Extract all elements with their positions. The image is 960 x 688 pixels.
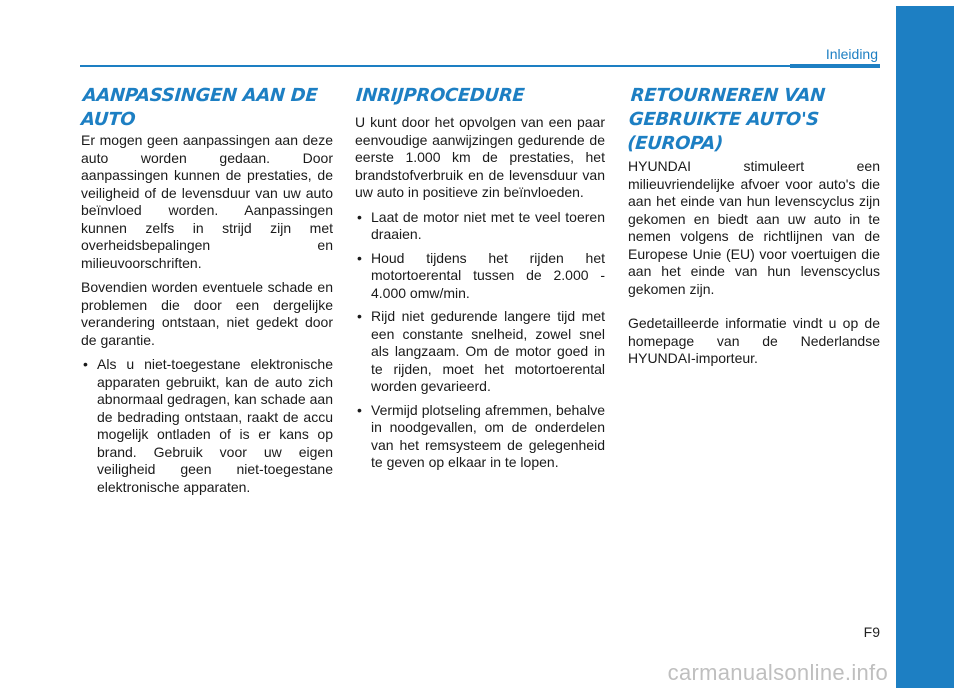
page-number: F9 — [863, 624, 880, 640]
paragraph: Gedetailleerde informatie vindt u op de homepage van de Nederlandse HYUNDAI-importeur. — [628, 315, 880, 366]
column-retourneren — [628, 158, 880, 375]
list-item-text: Als u niet-toegestane elektronische apparaten gebruikt, kan de auto zich abnormaal gedragen, kan schade aan de bedrading ontstaan, raakt de accu mogelijk ontladen of is er kans op brand. Gebruik voor uw eigen veiligheid geen niet-toegestane elektronische apparaten. — [97, 356, 333, 495]
paragraph: Er mogen geen aanpassingen aan deze auto worden gedaan. Door aanpassingen kunnen de prestaties, de veiligheid of de levensduur van uw auto beïnvloed worden. Aanpassingen kunnen zelfs in strijd zijn met overheidsbepalingen en milieuvoorschriften. — [81, 132, 333, 271]
watermark: carmanualsonline.info — [667, 660, 888, 685]
bullet-icon: • — [357, 208, 362, 225]
list-item — [355, 308, 605, 396]
column-aanpassingen — [81, 132, 333, 502]
header-rule — [80, 65, 880, 67]
list-item — [355, 209, 605, 244]
list-item-text: Houd tijdens het rijden het motortoerental tussen de 2.000 - 4.000 omw/min. — [371, 249, 605, 301]
side-tab-bar — [896, 6, 954, 688]
list-item — [355, 250, 605, 303]
paragraph: U kunt door het opvolgen van een paar eenvoudige aanwijzingen gedurende de eerste 1.000 km de prestaties, het brandstofverbruik en de levensduur van uw auto in positieve zin beïnvloeden. — [355, 114, 605, 200]
column-inrijprocedure — [355, 114, 605, 478]
heading-aanpassingen-line2: AUTO — [80, 109, 137, 130]
bullet-list — [81, 356, 333, 496]
bullet-icon: • — [357, 249, 362, 266]
list-item — [81, 356, 333, 496]
bullet-icon: • — [357, 401, 362, 418]
heading-retourneren-line2: GEBRUIKTE AUTO'S — [628, 109, 820, 130]
paragraph: Bovendien worden eventuele schade en problemen die door een dergelijke verandering ontstaan, niet gedekt door de garantie. — [81, 279, 333, 348]
heading-retourneren-line1: RETOURNEREN VAN — [629, 85, 826, 106]
list-item-text: Rijd niet gedurende langere tijd met een constante snelheid, zowel snel als langzaam. Om de motor goed in te rijden, moet het motortoerental worden gevarieerd. — [371, 308, 605, 394]
heading-retourneren-line3: (EUROPA) — [626, 133, 724, 154]
section-label: Inleiding — [825, 46, 878, 62]
list-item-text: Laat de motor niet met te veel toeren draaien. — [371, 208, 605, 242]
heading-aanpassingen — [80, 84, 333, 132]
bullet-list — [355, 209, 605, 472]
heading-inrijprocedure: INRIJPROCEDURE — [355, 85, 526, 106]
heading-retourneren — [626, 84, 883, 156]
header-rule-accent — [790, 64, 880, 68]
paragraph: HYUNDAI stimuleert een milieuvriendelijke afvoer voor auto's die aan het einde van hun levenscyclus zijn gekomen en biedt aan uw auto in te nemen volgens de richtlijnen van de Europese Unie (EU) voor voertuigen die aan het einde van hun levenscyclus gekomen zijn. — [628, 158, 880, 297]
list-item-text: Vermijd plotseling afremmen, behalve in noodgevallen, om de onderdelen van het remsysteem de gelegenheid te geven op elkaar in te lopen. — [371, 401, 605, 470]
heading-aanpassingen-line1: AANPASSINGEN AAN DE — [82, 85, 319, 106]
bullet-icon: • — [357, 308, 362, 324]
bullet-icon: • — [83, 356, 88, 372]
list-item — [355, 402, 605, 472]
